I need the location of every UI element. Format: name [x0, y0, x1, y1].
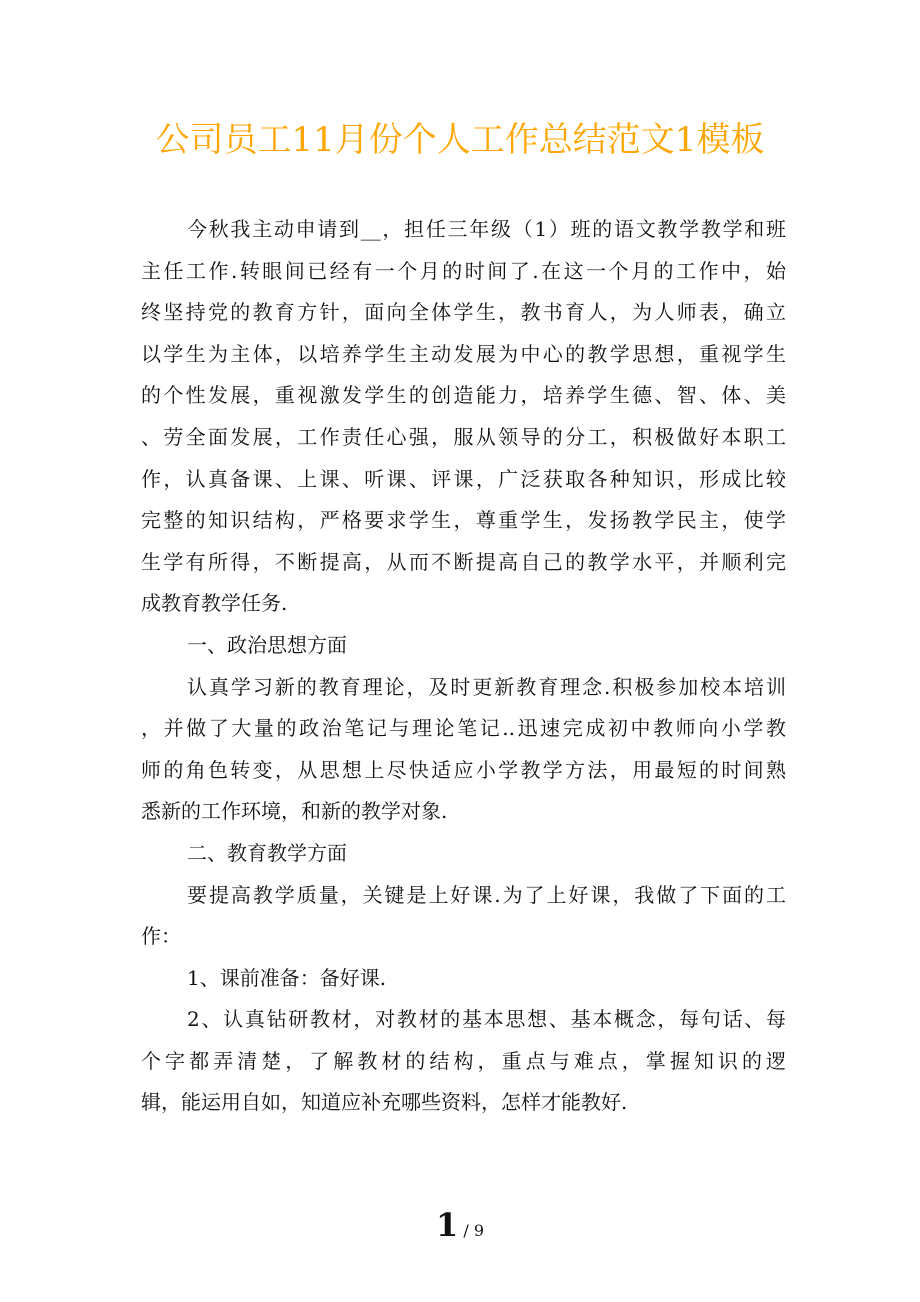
- document-title: 公司员工11月份个人工作总结范文1模板: [155, 120, 765, 160]
- text-line: 辑，能运用自如，知道应补充哪些资料，怎样才能教好.: [141, 1090, 628, 1115]
- text-line: 生学有所得，不断提高，从而不断提高自己的教学水平，并顺利完: [141, 549, 786, 574]
- text-line: 二、教育教学方面: [187, 840, 347, 865]
- text-line: 主任工作.转眼间已经有一个月的时间了.在这一个月的工作中，始: [141, 258, 786, 283]
- text-line: 终坚持党的教育方针，面向全体学生，教书育人，为人师表，确立: [141, 300, 786, 325]
- text-line: 师的角色转变，从思想上尽快适应小学教学方法，用最短的时间熟: [141, 757, 786, 782]
- text-line: 今秋我主动申请到__，担任三年级（1）班的语文教学教学和班: [187, 217, 786, 241]
- text-line: 1、课前准备：备好课.: [187, 965, 387, 990]
- current-page: 1: [435, 1206, 459, 1244]
- text-line: 的个性发展，重视激发学生的创造能力，培养学生德、智、体、美: [141, 383, 786, 408]
- page-number: [0, 1206, 920, 1244]
- text-line: 认真学习新的教育理论，及时更新教育理念.积极参加校本培训: [187, 674, 786, 699]
- text-line: 以学生为主体，以培养学生主动发展为中心的教学思想，重视学生: [141, 341, 786, 366]
- text-line: 、劳全面发展，工作责任心强，服从领导的分工，积极做好本职工: [141, 424, 786, 449]
- text-line: 一、政治思想方面: [187, 632, 347, 657]
- text-line: 个字都弄清楚，了解教材的结构，重点与难点，掌握知识的逻: [141, 1048, 786, 1073]
- text-line: 完整的知识结构，严格要求学生，尊重学生，发扬教学民主，使学: [141, 508, 786, 533]
- text-line: 成教育教学任务.: [141, 591, 288, 616]
- text-line: 2、认真钻研教材，对教材的基本思想、基本概念，每句话、每: [187, 1007, 786, 1032]
- text-line: ，并做了大量的政治笔记与理论笔记..迅速完成初中教师向小学教: [141, 716, 786, 741]
- text-line: 要提高教学质量，关键是上好课.为了上好课，我做了下面的工: [187, 882, 786, 907]
- text-line: 悉新的工作环境，和新的教学对象.: [141, 799, 448, 824]
- total-pages: / 9: [463, 1221, 484, 1240]
- text-line: 作：: [141, 924, 181, 949]
- document-body: [141, 211, 786, 1126]
- text-line: 作，认真备课、上课、听课、评课，广泛获取各种知识，形成比较: [141, 466, 786, 491]
